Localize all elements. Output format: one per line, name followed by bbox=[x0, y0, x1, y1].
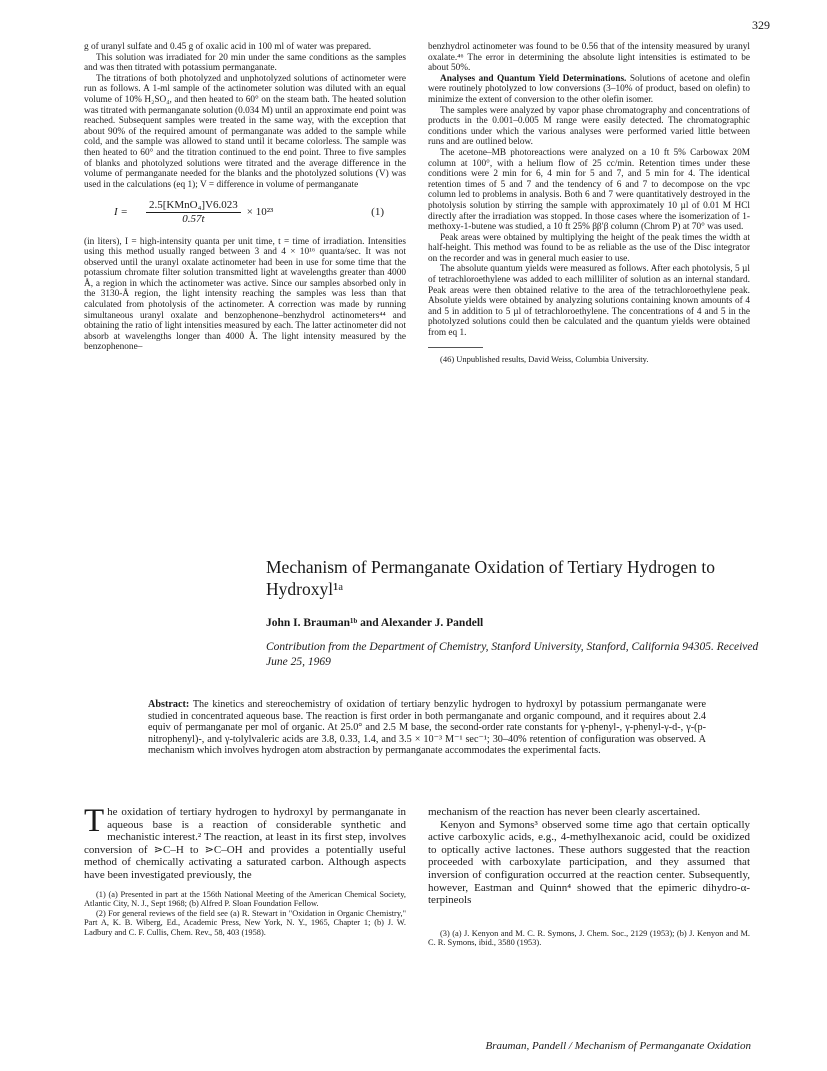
footnote-divider bbox=[428, 347, 483, 348]
abstract bbox=[148, 699, 706, 757]
right-column-top bbox=[428, 42, 750, 364]
drop-cap: T bbox=[84, 803, 105, 839]
footnote: (46) Unpublished results, David Weiss, Columbia University. bbox=[440, 353, 649, 364]
paragraph: The acetone–MB photoreactions were analyzed on a 10 ft 5% Carbowax 20M column at 100°, with a helium flow of 25 cc/min. Retention times under these conditions were 2 min for 6, 4 min for 5 and 7, and 5 min for 4. The identical retention times of 5 and 7 and the tendency of 6 and 7 to decompose on the vpc column led to problems in analysis. Both 6 and 7 were quantitatively destroyed in the photolysis solution by stirring the sample with approximately 10 µl of 0.01 M HCl directly after the irradiation was stopped. In those cases where the isomerization of 1-methoxy-1-butene was studied, a 10 ft 25% ββ′β column (Chrom P) at 70° was used. bbox=[428, 147, 750, 233]
right-column-body bbox=[428, 806, 750, 948]
paragraph: This solution was irradiated for 20 min under the same conditions as the samples and was then titrated with potassium permanganate. bbox=[84, 52, 406, 74]
article-affiliation: Contribution from the Department of Chemistry, Stanford University, Stanford, California 94305. Received June 25, 1969 bbox=[266, 641, 759, 668]
paragraph: mechanism of the reaction has never been clearly ascertained. bbox=[428, 806, 701, 818]
footnotes bbox=[428, 929, 750, 948]
footnote: (3) (a) J. Kenyon and M. C. R. Symons, J. Chem. Soc., 2129 (1953); (b) J. Kenyon and M. C. R. Symons, ibid., 3580 (1953). bbox=[428, 928, 750, 948]
equation-denominator: 0.57t bbox=[182, 212, 205, 225]
paragraph: The titrations of both photolyzed and unphotolyzed solutions of actinometer were run as follows. A 1-ml sample of the actinometer solution was diluted with an equal volume of 10% H₂SO₄, and then heated to 60° on the steam bath. The heated solution was titrated with permanganate solution (0.034 M) until an approximate end point was reached. Subsequent samples were treated in the same way, with the exception that about 90% of the required amount of permanganate was added to the sample while cold, and the sample was allowed to stand until it became colorless. The sample was then heated to 60° and the titration continued to the end point. Three to five samples of blanks and photolyzed solutions were titrated and the average difference in the volume of permanganate needed for the blanks and the photolyzed solutions (V) was used in the calculations (eq 1); V = difference in volume of permanganate bbox=[84, 73, 406, 190]
left-column-body bbox=[84, 803, 406, 938]
page-number: 329 bbox=[752, 18, 770, 32]
equation-tail: × 10²³ bbox=[246, 206, 274, 219]
article-title: Mechanism of Permanganate Oxidation of Tertiary Hydrogen to Hydroxyl¹ᵃ bbox=[266, 557, 715, 599]
section-heading: Analyses and Quantum Yield Determinations. bbox=[440, 73, 627, 84]
intro-paragraph bbox=[84, 803, 406, 882]
equation-label: (1) bbox=[371, 206, 384, 219]
left-column-top bbox=[84, 42, 406, 353]
paragraph: benzhydrol actinometer was found to be 0.56 that of the intensity measured by uranyl oxalate.⁴⁶ The error in determining the absolute light intensities is estimated to be about 50%. bbox=[428, 42, 750, 74]
paragraph: The absolute quantum yields were measured as follows. After each photolysis, 5 µl of tetrachloroethylene was added to each milliliter of solution as an internal standard. Peak areas were then obtained relative to the area of the tetrachloroethylene peak. Absolute yields were obtained by analyzing solutions containing known amounts of 4 and 5 in addition to 5 µl of tetrachloroethylene. The concentrations of 4 and 5 in the photolyzed solutions could then be calculated and the quantum yields were obtained from eq 1. bbox=[428, 264, 750, 339]
paragraph: Kenyon and Symons³ observed some time ago that certain optically active carboxylic acids, e.g., 4-methylhexanoic acid, could be oxidized to optically active lactones. These authors suggested that the reaction proceeded with carboxylate participation, and they assumed that inversion of configuration occurred at the reaction center. Subsequently, however, Eastman and Quinn⁴ showed that the epimeric dihydro-α-terpineols bbox=[428, 818, 750, 907]
abstract-text: The kinetics and stereochemistry of oxidation of tertiary benzylic hydrogen to hydroxyl by potassium permanganate were studied in concentrated aqueous base. The reaction is first order in both permanganate and organic compound, and it requires about 2.4 equiv of permanganate per mol of organic. At 25.0° and 2.5 M base, the second-order rate constants for γ-phenyl-, γ-phenyl-γ-d-, γ-(p-nitrophenyl)-, and γ-tolylvaleric acids are 3.8, 0.33, 1.4, and 3.5 × 10⁻³ M⁻¹ sec⁻¹; 30–40% retention of configuration was observed. A mechanism which involves hydrogen atom abstraction by permanganate accommodates the experimental facts. bbox=[148, 699, 706, 756]
running-footer: Brauman, Pandell / Mechanism of Permanganate Oxidation bbox=[485, 1040, 751, 1052]
paragraph bbox=[428, 74, 750, 106]
paragraph-text: Solutions of acetone and olefin were routinely photolyzed to low conversions (3–10% of product, based on olefin) to minimize the extent of conversion to the other olefin isomer. bbox=[428, 73, 750, 105]
footnotes bbox=[84, 890, 406, 938]
paragraph: Peak areas were obtained by multiplying the height of the peak times the width at half-height. This method was found to be as reliable as the use of the Disc integrator on the recorder and was in general much easier to use. bbox=[428, 232, 750, 264]
footnote: (1) (a) Presented in part at the 156th National Meeting of the American Chemical Society, Atlantic City, N. J., Sept 1968; (b) Alfred P. Sloan Foundation Fellow. bbox=[84, 889, 406, 909]
equation-fraction bbox=[146, 200, 241, 224]
paragraph: (in liters), I = high-intensity quanta per unit time, t = time of irradiation. Intensities using this method usually ranged between 3 and 4 × 10¹⁶ quanta/sec. It was not observed until the uranyl oxalate actinometer had been in use for some time that the potassium chromate filter solution transmitted light at wavelengths greater than 4000 Å, a region in which the actinometer was active. Since our samples absorbed only in the 3130-Å region, the light intensity reaching the samples was less than that calculated from photolysis of the actinometer. A correction was made by running simultaneous uranyl oxalate and benzophenone–benzhydrol actinometers⁴⁴ and obtaining the ratio of light intensities measured by each. The latter actinometer did not absorb at wavelengths longer than 4000 Å. The light intensity measured by the benzophenone– bbox=[84, 236, 406, 353]
paragraph: The samples were analyzed by vapor phase chromatography and concentrations of products in the 0.001–0.005 M range were easily detected. The chromatographic conditions under which the various analyses were performed varied little between runs and are outlined below. bbox=[428, 105, 750, 148]
article-authors: John I. Brauman¹ᵇ and Alexander J. Pandell bbox=[266, 617, 484, 629]
footnote: (2) For general reviews of the field see (a) R. Stewart in "Oxidation in Organic Chemistry," Part A, K. B. Wiberg, Ed., Academic Press, New York, N. Y., 1965, Chapter 1; (b) J. W. Ladbury and C. F. Cullis, Chem. Rev., 58, 403 (1958). bbox=[84, 908, 406, 937]
equation-1 bbox=[114, 200, 406, 224]
abstract-label: Abstract: bbox=[148, 699, 190, 710]
equation-numerator: 2.5[KMnO₄]V6.023 bbox=[146, 200, 241, 213]
paragraph-text: he oxidation of tertiary hydrogen to hydroxyl by permanganate in aqueous base is a reaction of considerable synthetic and mechanistic interest.² The reaction, at least in its first step, involves conversion of ⋗C–H to ⋗C–OH and provides a potentially useful method of chemically activating a saturated carbon. Although aspects have been investigated previously, the bbox=[84, 806, 406, 881]
equation-lhs: I = bbox=[114, 206, 128, 219]
paragraph: g of uranyl sulfate and 0.45 g of oxalic acid in 100 ml of water was prepared. bbox=[84, 42, 372, 52]
